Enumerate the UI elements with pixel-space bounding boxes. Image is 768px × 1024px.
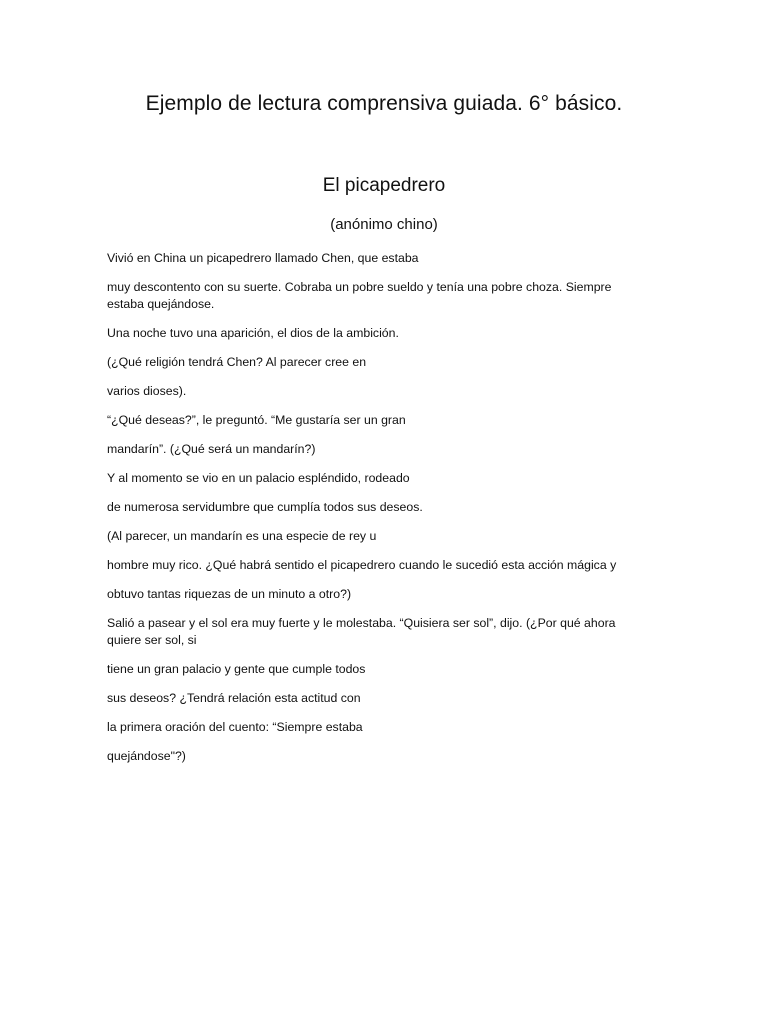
paragraph: quejándose"?) <box>107 749 186 763</box>
paragraph: muy descontento con su suerte. Cobraba un pobre sueldo y tenía una pobre choza. Siempre estaba quejándose. <box>107 280 612 311</box>
paragraph: Una noche tuvo una aparición, el dios de la ambición. <box>107 326 399 340</box>
paragraph: Salió a pasear y el sol era muy fuerte y le molestaba. “Quisiera ser sol”, dijo. (¿Por qué ahora quiere ser sol, si <box>107 616 616 647</box>
paragraph: sus deseos? ¿Tendrá relación esta actitud con <box>107 691 361 705</box>
paragraph: (Al parecer, un mandarín es una especie de rey u <box>107 529 377 543</box>
paragraph: la primera oración del cuento: “Siempre estaba <box>107 720 363 734</box>
paragraph: mandarín”. (¿Qué será un mandarín?) <box>107 442 316 456</box>
paragraph: “¿Qué deseas?”, le preguntó. “Me gustaría ser un gran <box>107 413 406 427</box>
paragraph: de numerosa servidumbre que cumplía todos sus deseos. <box>107 500 423 514</box>
paragraph: (¿Qué religión tendrá Chen? Al parecer cree en <box>107 355 367 369</box>
story-body <box>107 250 632 777</box>
document-title: Ejemplo de lectura comprensiva guiada. 6° básico. <box>145 92 623 115</box>
story-author: (anónimo chino) <box>330 216 438 233</box>
paragraph: varios dioses). <box>107 384 187 398</box>
paragraph: hombre muy rico. ¿Qué habrá sentido el picapedrero cuando le sucedió esta acción mágica y <box>107 558 617 572</box>
paragraph: obtuvo tantas riquezas de un minuto a otro?) <box>107 587 352 601</box>
paragraph: Y al momento se vio en un palacio espléndido, rodeado <box>107 471 410 485</box>
paragraph: Vivió en China un picapedrero llamado Chen, que estaba <box>107 251 419 265</box>
story-title: El picapedrero <box>322 175 446 196</box>
paragraph: tiene un gran palacio y gente que cumple todos <box>107 662 366 676</box>
